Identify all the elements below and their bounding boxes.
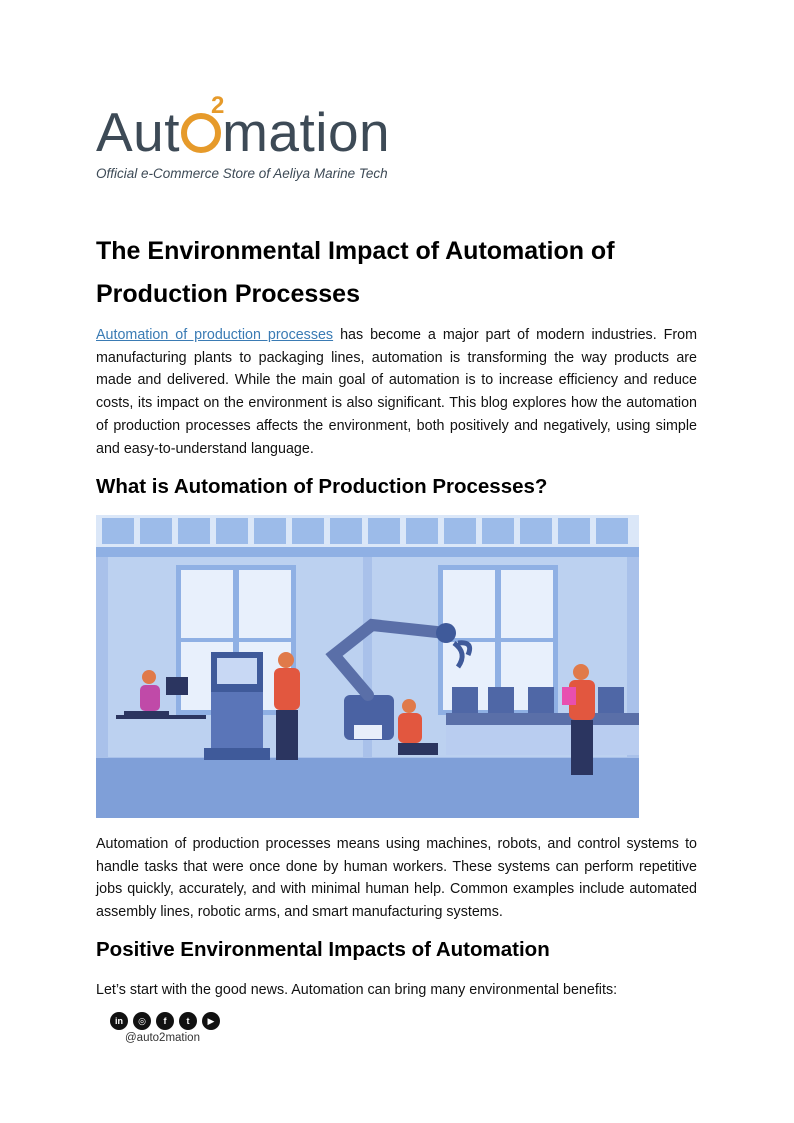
section1-body: Automation of production processes means using machines, robots, and control systems to handle tasks that were once done by human workers. These systems can perform repetitive jobs quickly, accurately, and with minimal human help. Common examples include automated assembly lines, robotic arms, and smart manufacturing systems.: [96, 836, 697, 921]
twitter-icon[interactable]: t: [179, 1012, 197, 1030]
logo-tagline: Official e-Commerce Store of Aeliya Marine Tech: [96, 166, 388, 181]
section-heading-positive-impacts: Positive Environmental Impacts of Automation: [96, 938, 550, 961]
youtube-icon[interactable]: ▶: [202, 1012, 220, 1030]
intro-paragraph: [96, 324, 697, 460]
brand-logo: [96, 92, 456, 188]
social-handle: @auto2mation: [125, 1032, 200, 1044]
factory-illustration: [96, 515, 639, 818]
facebook-icon[interactable]: f: [156, 1012, 174, 1030]
linkedin-icon[interactable]: in: [110, 1012, 128, 1030]
intro-text: has become a major part of modern industries. From manufacturing plants to packaging lines, automation is transforming the way products are made and delivered. While the main goal of automation is to increase efficiency and reduce costs, its impact on the environment is also significant. This blog explores how the automation of production processes affects the environment, both positively and negatively, using simple and easy-to-understand language.: [96, 327, 697, 457]
logo-wordmark: [96, 102, 390, 162]
instagram-icon[interactable]: ◎: [133, 1012, 151, 1030]
logo-text-start: Aut: [96, 101, 181, 163]
social-links: [110, 1012, 220, 1030]
logo-superscript: 2: [211, 92, 225, 119]
automation-link[interactable]: Automation of production processes: [96, 327, 334, 343]
section2-body: Let’s start with the good news. Automation can bring many environmental benefits:: [96, 982, 618, 998]
article-title: The Environmental Impact of Automation of Production Processes: [96, 237, 615, 308]
logo-text-end: mation: [222, 101, 391, 163]
section-heading-what-is: What is Automation of Production Processes?: [96, 475, 548, 498]
